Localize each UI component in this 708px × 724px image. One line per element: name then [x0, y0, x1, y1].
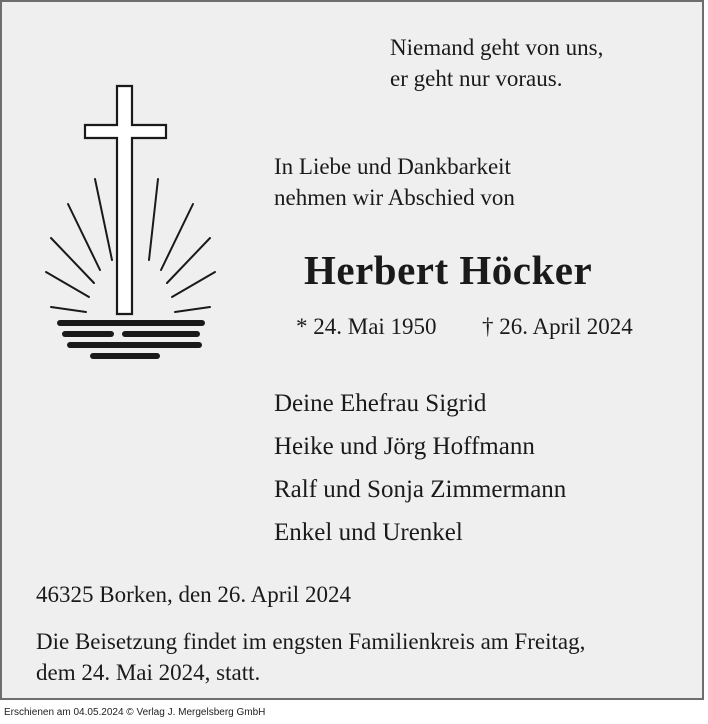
intro-line: In Liebe und Dankbarkeit [274, 154, 511, 179]
birth-date: * 24. Mai 1950 [296, 314, 437, 339]
motto-line: er geht nur voraus. [390, 66, 563, 91]
burial-info [36, 626, 585, 688]
intro-text [274, 151, 515, 213]
mourners-list [274, 382, 566, 554]
motto-line: Niemand geht von uns, [390, 35, 604, 60]
death-date: † 26. April 2024 [482, 314, 633, 339]
mourner: Ralf und Sonja Zimmermann [274, 476, 567, 503]
cross-with-sunrise-icon [32, 80, 232, 375]
burial-line: dem 24. Mai 2024, statt. [36, 660, 261, 685]
burial-line: Die Beisetzung findet im engsten Familienkreis am Freitag, [36, 629, 586, 654]
motto [390, 32, 603, 94]
place-date: 46325 Borken, den 26. April 2024 [36, 582, 351, 607]
mourner: Deine Ehefrau Sigrid [274, 390, 487, 417]
mourner: Heike und Jörg Hoffmann [274, 433, 535, 460]
publication-note: Erschienen am 04.05.2024 © Verlag J. Mergelsberg GmbH [4, 707, 266, 718]
intro-line: nehmen wir Abschied von [274, 185, 515, 210]
mourner: Enkel und Urenkel [274, 519, 463, 546]
footer [0, 700, 708, 724]
deceased-name: Herbert Höcker [304, 247, 593, 293]
